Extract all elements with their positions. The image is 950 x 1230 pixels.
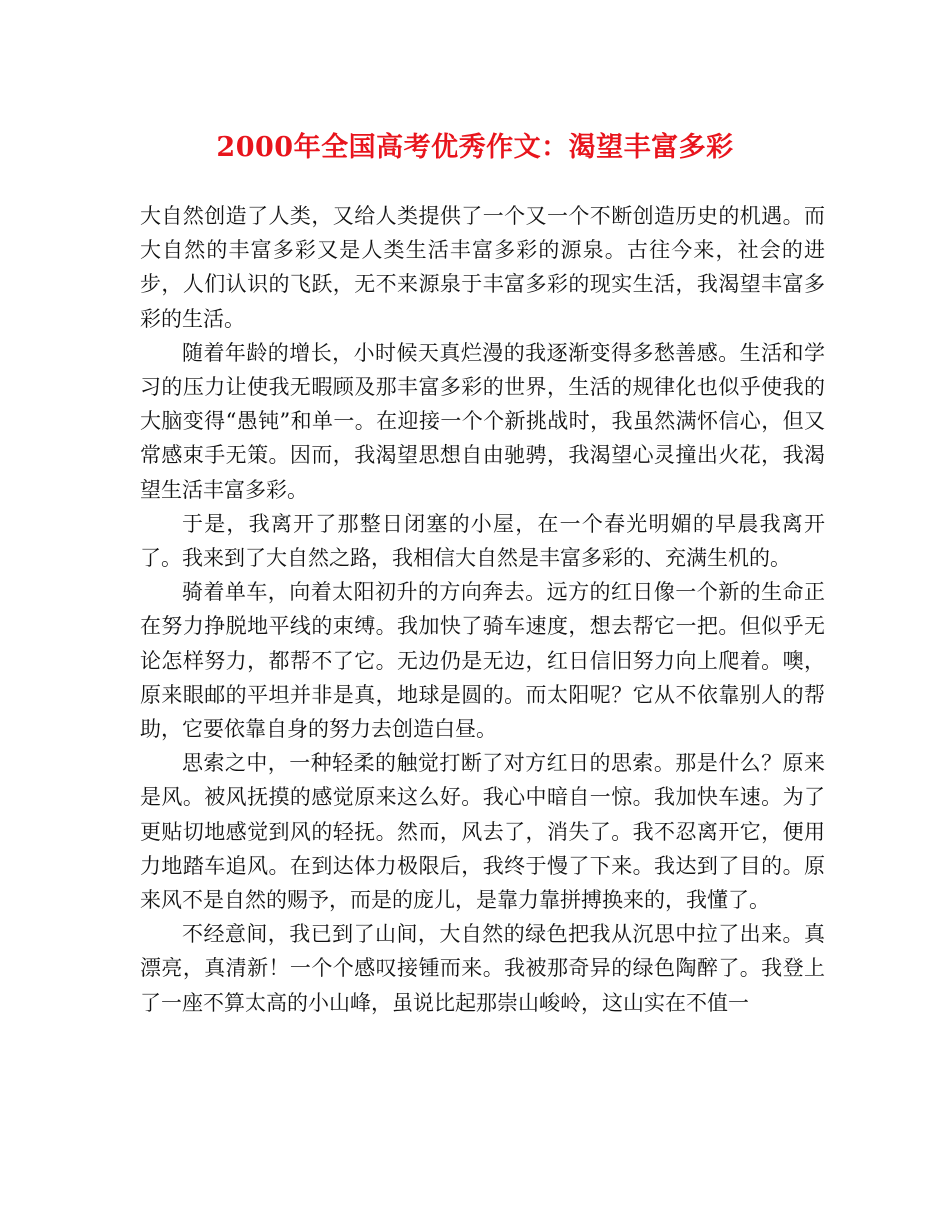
document-body xyxy=(140,199,825,1020)
document-title: 2000年全国高考优秀作文：渴望丰富多彩 xyxy=(216,132,734,163)
paragraph: 大自然创造了人类，又给人类提供了一个又一个不断创造历史的机遇。而大自然的丰富多彩又是人类生活丰富多彩的源泉。古往今来，社会的进步，人们认识的飞跃，无不来源泉于丰富多彩的现实生活，我渴望丰富多彩的生活。 xyxy=(140,204,825,331)
paragraph: 于是，我离开了那整日闭塞的小屋，在一个春光明媚的早晨我离开了。我来到了大自然之路，我相信大自然是丰富多彩的、充满生机的。 xyxy=(140,511,825,571)
paragraph: 骑着单车，向着太阳初升的方向奔去。远方的红日像一个新的生命正在努力挣脱地平线的束缚。我加快了骑车速度，想去帮它一把。但似乎无论怎样努力，都帮不了它。无边仍是无边，红日信旧努力向上爬着。噢，原来眼邮的平坦并非是真，地球是圆的。而太阳呢？它从不依靠别人的帮助，它要依靠自身的努力去创造白昼。 xyxy=(140,580,825,742)
paragraph: 思索之中，一种轻柔的触觉打断了对方红日的思索。那是什么？原来是风。被风抚摸的感觉原来这么好。我心中暗自一惊。我加快车速。为了更贴切地感觉到风的轻抚。然而，风去了，消失了。我不忍离开它，便用力地踏车追风。在到达体力极限后，我终于慢了下来。我达到了目的。原来风不是自然的赐予，而是的庞儿，是靠力靠拼搏换来的，我懂了。 xyxy=(140,751,825,913)
paragraph: 随着年龄的增长，小时候天真烂漫的我逐渐变得多愁善感。生活和学习的压力让使我无暇顾及那丰富多彩的世界，生活的规律化也似乎使我的大脑变得“愚钝”和单一。在迎接一个个新挑战时，我虽然满怀信心，但又常感束手无策。因而，我渴望思想自由驰骋，我渴望心灵撞出火花，我渴望生活丰富多彩。 xyxy=(140,340,825,502)
paragraph: 不经意间，我已到了山间，大自然的绿色把我从沉思中拉了出来。真漂亮，真清新！一个个感叹接锺而来。我被那奇异的绿色陶醉了。我登上了一座不算太高的小山峰，虽说比起那崇山峻岭，这山实在不值一 xyxy=(140,922,825,1015)
